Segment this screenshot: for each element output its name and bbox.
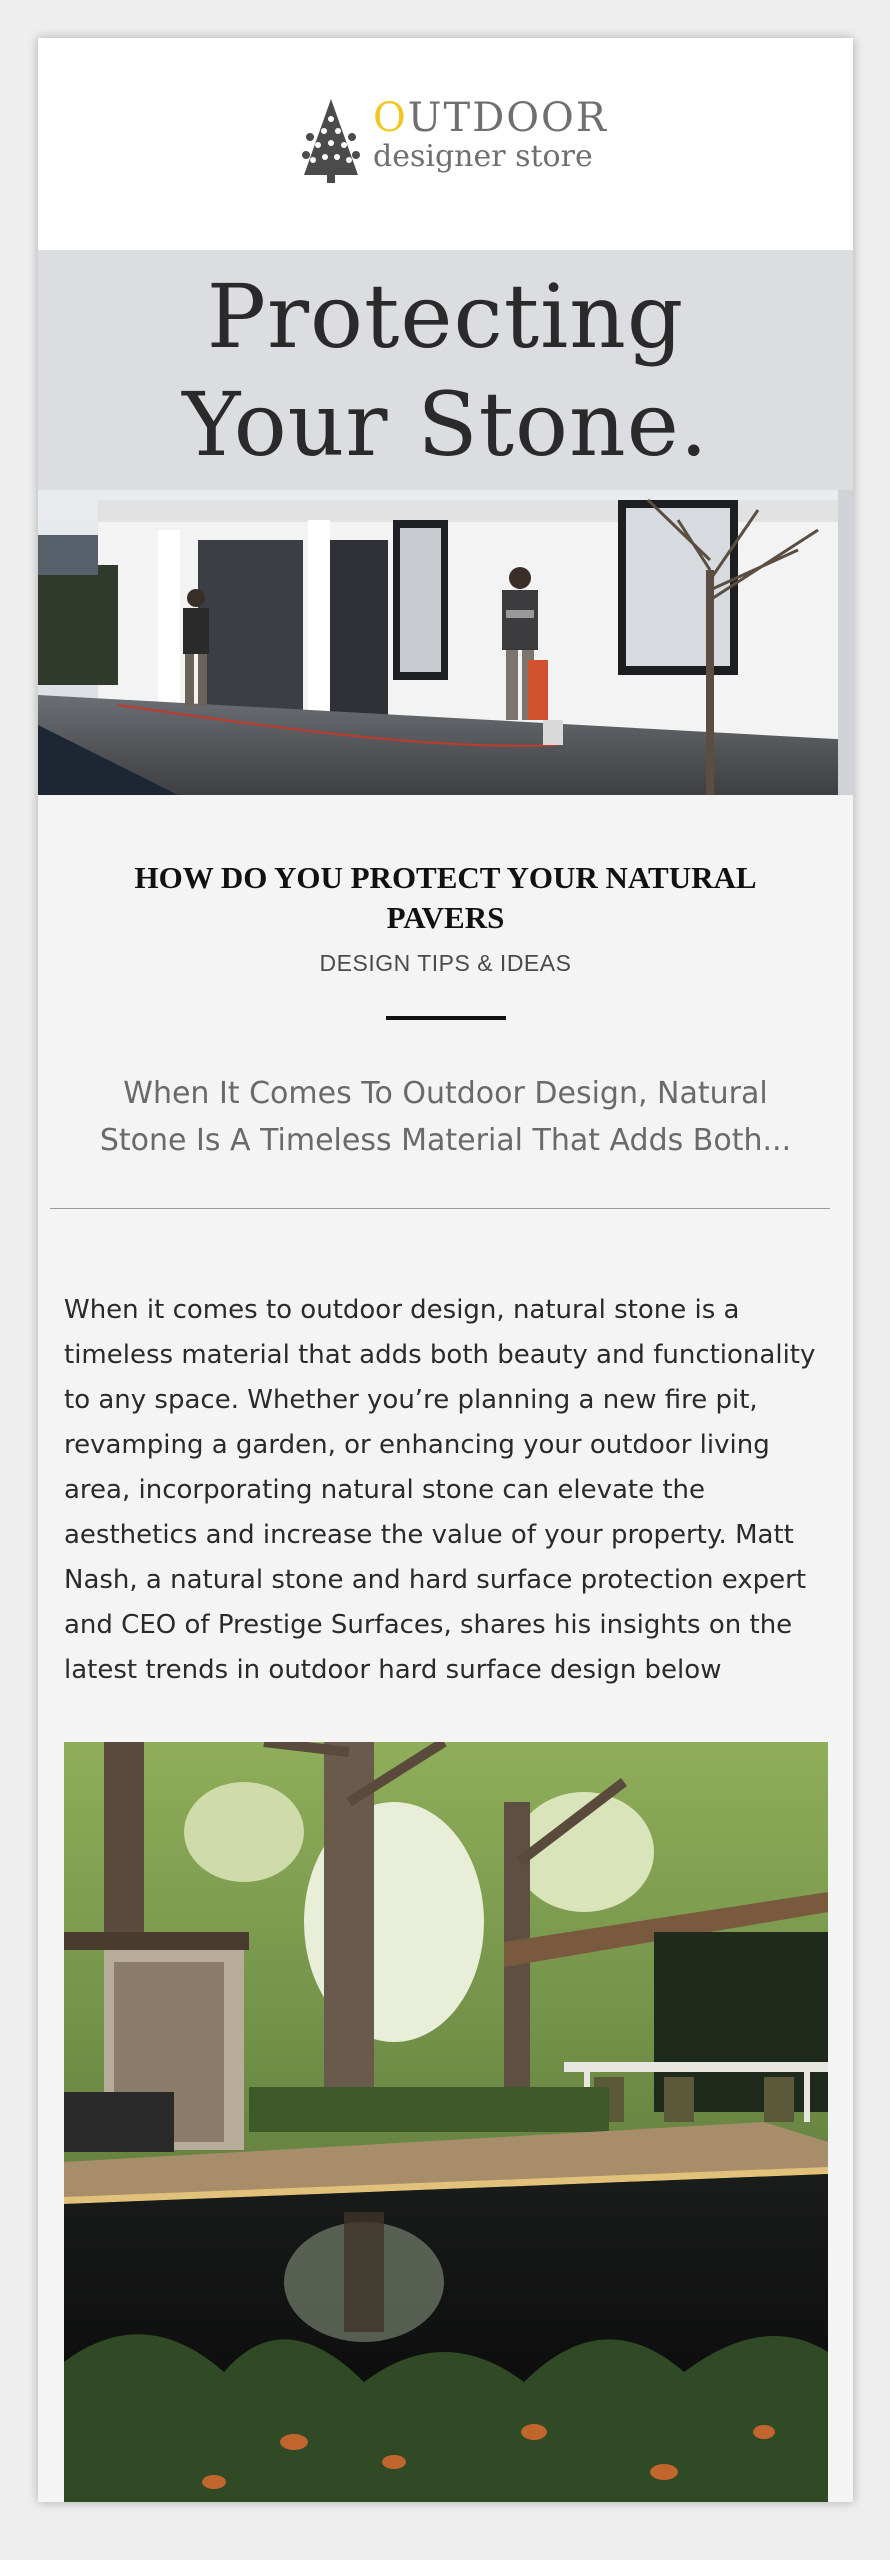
brand-name-line2: designer store (373, 139, 593, 174)
garden-pond-photo[interactable] (64, 1742, 828, 2502)
section-divider (50, 1208, 830, 1209)
article-body: When it comes to outdoor design, natural stone is a timeless material that adds both beauty and functionality to any space. Whether you’re planning a new fire pit, revamping a garden, or enhancing your outdoor living area, incorporating natural stone can elevate the aesthetics and increase the value of your property. Matt Nash, a natural stone and hard surface protection expert and CEO of Prestige Surfaces, shares his insights on the latest trends in outdoor hard surface design below (64, 1295, 816, 1685)
workers-cleaning-pavers-photo[interactable] (38, 490, 853, 795)
brand-name-line1 (373, 95, 608, 141)
brand-logo[interactable] (263, 93, 643, 193)
header (38, 38, 853, 250)
brand-name-rest: UTDOOR (407, 95, 608, 141)
ornate-tree-icon (298, 97, 364, 185)
hero-title-line2: Your Stone. (182, 373, 709, 476)
title-underline (386, 1016, 506, 1020)
article-category[interactable]: DESIGN TIPS & IDEAS (319, 950, 572, 976)
brand-initial: O (373, 95, 408, 141)
hero-title (38, 263, 853, 479)
article-excerpt: When It Comes To Outdoor Design, Natural Stone Is A Timeless Material That Adds Both... (99, 1076, 792, 1158)
article-title[interactable]: HOW DO YOU PROTECT YOUR NATURAL PAVERS (134, 860, 757, 935)
email-card (38, 38, 853, 2502)
hero-title-line1: Protecting (206, 265, 685, 368)
